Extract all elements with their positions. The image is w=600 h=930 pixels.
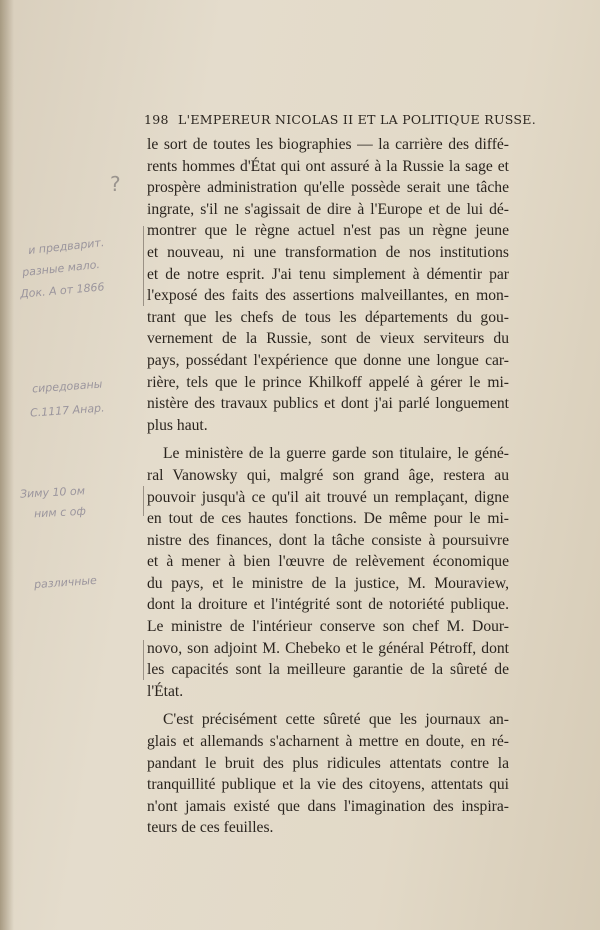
text-line: nistère des travaux publics et dont j'ai parlé longuement — [147, 395, 509, 413]
margin-note: разные мало. — [21, 257, 101, 280]
text-line: montrer que le règne actuel n'est pas un règne jeune — [147, 222, 509, 240]
margin-bracket — [143, 640, 144, 680]
text-line: rents hommes d'État qui ont assuré à la Russie la sage et — [147, 157, 509, 175]
text-line: novo, son adjoint M. Chebeko et le général Pétroff, dont — [147, 639, 509, 657]
text-line: dont la droiture et l'intégrité sont de notoriété publique. — [147, 596, 509, 614]
text-line: du pays, et le ministre de la justice, M. Mouraview, — [147, 574, 509, 592]
text-line: ingrate, s'il ne s'agissait de dire à l'Europe et de lui dé- — [147, 200, 509, 218]
text-line: l'État. — [147, 682, 184, 700]
text-line: ral Vanowsky qui, malgré son grand âge, restera au — [147, 466, 509, 484]
text-line: glais et allemands s'acharnent à mettre en doute, en ré- — [147, 733, 509, 751]
text-line: Le ministère de la guerre garde son titulaire, le géné- — [163, 445, 509, 463]
text-line: trant que les chefs de tous les départements du gou- — [147, 308, 509, 326]
margin-bracket — [143, 226, 144, 306]
text-line: rière, tels que le prince Khilkoff appelé à gérer le mi- — [147, 373, 509, 391]
running-title: L'EMPEREUR NICOLAS II ET LA POLITIQUE RUSSE. — [178, 112, 536, 127]
text-line: et à mener à bien l'œuvre de relèvement économique — [147, 553, 509, 571]
margin-question-mark: ? — [110, 172, 121, 196]
margin-note: ним с оф — [33, 504, 87, 521]
text-line: nistre des finances, dont la tâche consiste à poursuivre — [147, 531, 509, 549]
text-line: plus haut. — [147, 416, 208, 434]
text-line: prospère administration qu'elle possède serait une tâche — [147, 179, 509, 197]
text-line: n'ont jamais existé que dans l'imagination des inspira- — [147, 797, 509, 815]
text-line: pays, possédant l'expérience que donne une longue car- — [147, 351, 509, 369]
text-line: Le ministre de l'intérieur conserve son chef M. Dour- — [147, 618, 509, 636]
margin-note: Зиму 10 ом — [19, 484, 86, 501]
margin-note: С.1117 Анар. — [29, 401, 105, 420]
margin-note: различные — [33, 573, 98, 592]
text-line: tranquillité publique et la vie des citoyens, attentats qui — [147, 776, 509, 794]
margin-note: Док. А от 1866 — [19, 280, 106, 301]
text-line: le sort de toutes les biographies — la carrière des diffé- — [147, 136, 509, 153]
text-line: pouvoir jusqu'à ce qu'il ait trouvé un remplaçant, digne — [147, 488, 509, 506]
margin-note: сиредованы — [31, 377, 103, 396]
margin-note: и предварит. — [27, 236, 105, 257]
page-number: 198 — [144, 112, 169, 127]
running-header — [144, 110, 536, 130]
text-line: vernement de la Russie, sont de vieux serviteurs du — [147, 330, 509, 348]
body-text — [147, 134, 509, 839]
text-line: l'exposé des faits des assertions malveillantes, en mon- — [147, 287, 509, 305]
text-line: teurs de ces feuilles. — [147, 819, 274, 837]
page-edge-shadow — [0, 0, 14, 930]
text-line: et de notre esprit. J'ai tenu simplement à démentir par — [147, 265, 509, 283]
margin-bracket — [143, 486, 144, 516]
text-line: et nouveau, ni une transformation de nos institutions — [147, 243, 509, 261]
text-line: en tout de ces hautes fonctions. De même pour le mi- — [147, 510, 509, 528]
text-line: pandant le bruit des plus ridicules attentats contre la — [147, 754, 509, 772]
text-line: les capacités sont la meilleure garantie de la sûreté de — [147, 661, 509, 679]
text-line: C'est précisément cette sûreté que les journaux an- — [163, 711, 509, 729]
